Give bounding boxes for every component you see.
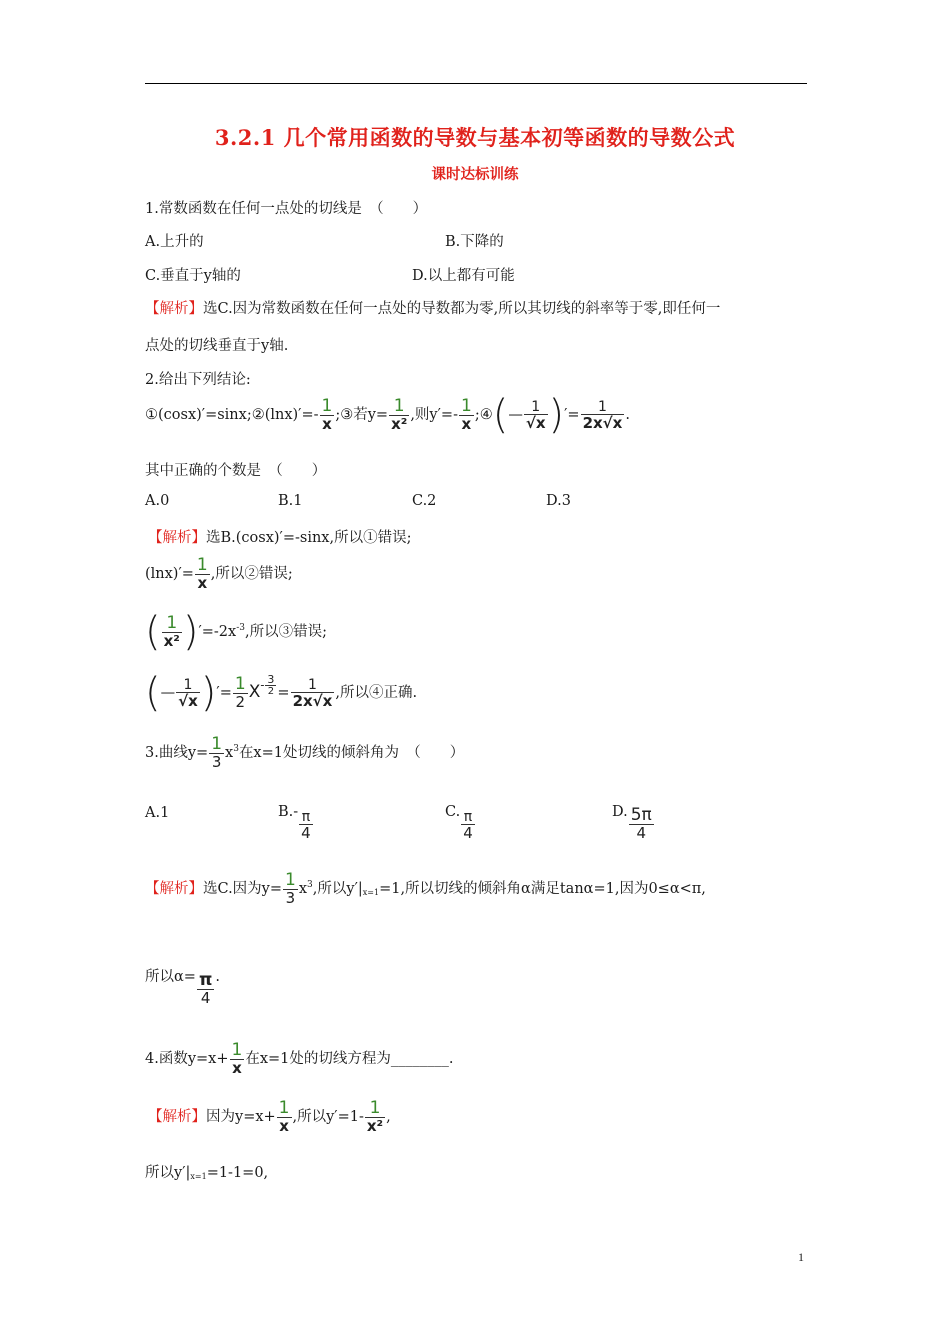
fraction: $\frac{1}{√x}$ [525,398,546,432]
fraction: $\frac{\pi}{4}$ [463,809,473,842]
q2-solution-line3: ( $\frac{1}{\text{x²}}$ )$'=-2x^{-3}$,所以③错误; [145,609,327,655]
header-rule [145,83,807,84]
fraction: $\frac{\pi}{4}$ [301,809,311,842]
fraction: $\frac{1}{2}$ [234,674,246,711]
q3-option-b: B.- $\frac{\pi}{4}$ [278,804,311,842]
q1-solution-line1: 【解析】选C.因为常数函数在任何一点处的导数都为零,所以其切线的斜率等于零,即任何一 [145,301,721,317]
q2-solution-line2: (lnx)′= $\frac{1}{x}$ ,所以②错误; [145,555,293,592]
q3-option-c: C. $\frac{\pi}{4}$ [445,804,473,842]
q4-solution-line1: 【解析】因为y=x+ $\frac{1}{x}$ ,所以y′=1- $\frac{1}{\text{x²}}$ , [148,1098,391,1135]
fraction: $\frac{5\pi}{4}$ [630,805,652,842]
fraction: $\frac{1}{x}$ [196,555,208,592]
fraction: $\frac{1}{x}$ [231,1040,243,1077]
q3-stem: 3.曲线y= $\frac{1}{3}$ $x^3$在x=1处切线的倾斜角为 （ ） [145,734,465,771]
q2-solution-line1: 【解析】选B.(cosx)′=-sinx,所以①错误; [148,530,412,546]
q4-solution-line2: 所以$y'|_{x=1}=1-1=0$, [145,1165,269,1181]
q3-solution-line1: 【解析】选C.因为y= $\frac{1}{3}$ $x^3$,所以$y'|_{x=1}=1$,所以切线的倾斜角α满足tanα=1,因为0≤α<π, [145,870,706,907]
q2-option-b: B.1 [278,493,303,509]
q1-option-c: C.垂直于y轴的 [145,268,241,284]
q4-stem: 4.函数y=x+ $\frac{1}{x}$ 在x=1处的切线方程为________. [145,1040,454,1077]
fraction: $\frac{\pi}{4}$ [198,970,213,1007]
q3-option-a: A.1 [145,805,170,821]
q1-stem: 1.常数函数在任何一点处的切线是 （ ） [145,201,428,217]
q2-option-c: C.2 [412,493,437,509]
q2-option-a: A.0 [145,493,170,509]
q3-option-d: D. $\frac{5\pi}{4}$ [612,804,652,842]
fraction: $\frac{1}{x}$ [321,396,333,433]
q2-ask: 其中正确的个数是 （ ） [145,463,327,479]
solution-tag: 【解析】 [148,1109,206,1125]
q1-option-d: D.以上都有可能 [412,268,515,284]
fraction: $\frac{1}{3}$ [285,870,296,907]
solution-tag: 【解析】 [145,881,203,897]
solution-tag: 【解析】 [148,530,206,546]
fraction: $\frac{1}{x}$ [278,1098,290,1135]
fraction: $\frac{3}{2}$ [267,673,275,697]
page-number: 1 [798,1250,804,1264]
fraction: $\frac{1}{\text{x²}}$ [366,1098,384,1135]
q2-option-d: D.3 [546,493,571,509]
q1-solution-line2: 点处的切线垂直于y轴. [145,338,289,354]
q1-option-a: A.上升的 [145,234,204,250]
fraction: $\frac{1}{\text{x²}}$ [163,613,180,650]
q3-solution-line2: 所以α= $\frac{\pi}{4}$ . [145,969,221,1007]
q2-stem: 2.给出下列结论: [145,372,251,388]
page-subtitle: 课时达标训练 [431,166,519,183]
fraction: $\frac{1}{√x}$ [178,676,198,710]
q2-statements: ①(cosx)′=sinx;②(lnx)′=- $\frac{1}{x}$ ;③若y= $\frac{1}{\text{x²}}$ ,则y′=- $\frac{1}{x}$ ;④(— $\frac{1}{√x}$ )′= $\frac{1}{2x√x}$ . [145,392,630,438]
fraction: $\frac{1}{3}$ [211,734,223,771]
q2-solution-line4: (— $\frac{1}{√x}$ )′= $\frac{1}{2}$ $X^{- \frac{3}{2}}$ = $\frac{1}{2x√x}$ ,所以④正确. [145,670,418,716]
fraction: $\frac{1}{2x√x}$ [292,676,333,710]
q1-option-b: B.下降的 [445,234,504,250]
fraction: $\frac{1}{x}$ [460,396,472,433]
page-title: 3.2.1 几个常用函数的导数与基本初等函数的导数公式 [214,125,736,150]
fraction: $\frac{1}{2x√x}$ [582,398,623,432]
fraction: $\frac{1}{\text{x²}}$ [391,396,408,433]
solution-tag: 【解析】 [145,301,203,317]
